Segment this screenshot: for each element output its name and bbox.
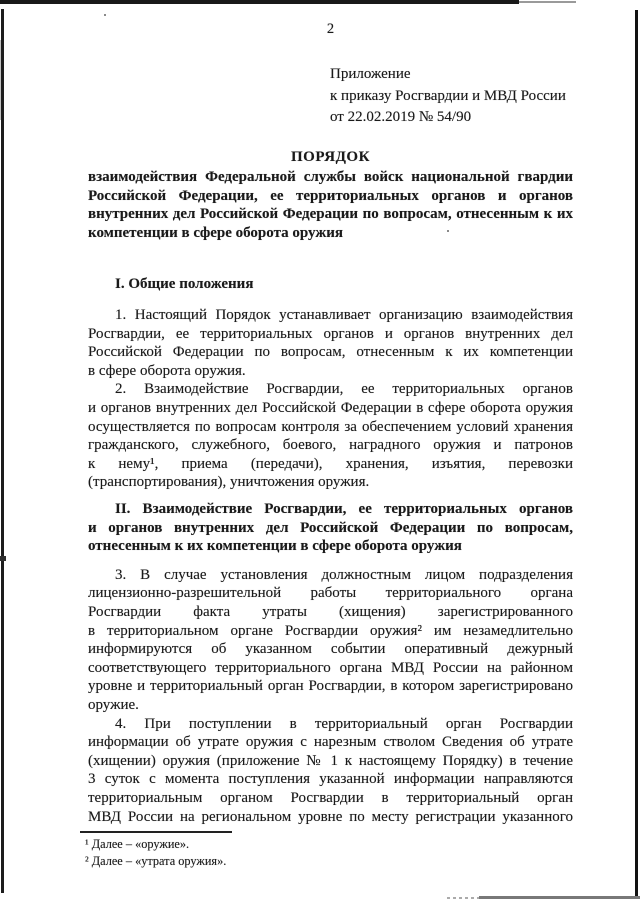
text-line: (транспортирования), уничтожения оружия. (88, 474, 370, 491)
bottom-scan-line (479, 896, 640, 899)
paragraph-1 (88, 307, 573, 381)
footnote-1: ¹ Далее – «оружие». (85, 837, 190, 851)
text-line: гражданского, служебного, боевого, наградного оружия и патронов (88, 437, 573, 454)
text-line: II. Взаимодействие Росгвардии, ее территориальных органов (115, 501, 573, 517)
text-line: осуществляется по вопросам контроля за обеспечением условий хранения (88, 418, 573, 435)
appendix-reference-block (330, 64, 573, 129)
text-line: внутренних дел Российской Федерации по вопросам, отнесенным к их (88, 206, 573, 223)
text-line: 3. В случае установления должностным лицом подразделения (115, 566, 573, 583)
text-line: Российской Федерации по вопросам, отнесенным к их компетенции (88, 344, 573, 361)
text-line: от 22.02.2019 № 54/90 (330, 109, 472, 125)
text-line: уровне и территориальный орган Росгвардии, в котором зарегистрировано (88, 678, 573, 695)
text-line: Российской Федерации, ее территориальных органов и органов (88, 187, 573, 204)
text-line: территориальным органом Росгвардии в территориальный орган (88, 789, 573, 806)
text-line: МВД России на региональном уровне по месту регистрации указанного (88, 808, 573, 825)
text-line: Росгвардии факта утраты (хищения) зарегистрированного (88, 603, 573, 620)
right-scan-edge (635, 10, 638, 898)
text-line: к приказу Росгвардии и МВД России (330, 87, 566, 104)
text-line: в территориальном органе Росгвардии оружия² им незамедлительно (88, 622, 573, 639)
text-line: информируются об указанном событии оперативный дежурный (88, 641, 573, 658)
text-line: взаимодействия Федеральной службы войск национальной гвардии (88, 169, 573, 186)
footnote-separator (80, 831, 232, 833)
page-number: 2 (326, 21, 335, 37)
left-scan-edge (1, 9, 4, 893)
left-scan-edge-faint (0, 40, 1, 120)
text-line: в сфере оборота оружия. (88, 362, 246, 379)
text-line: и органов внутренних дел Российской Федерации по вопросам, (88, 519, 573, 536)
text-line: к нему¹, приема (передачи), хранения, изъятия, перевозки (88, 455, 573, 472)
section-ii-heading (88, 501, 573, 557)
section-i-heading: I. Общие положения (115, 276, 254, 293)
text-line: 3 суток с момента поступления указанной информации направляются (88, 771, 573, 788)
text-line: Приложение (330, 66, 411, 82)
text-line: оружие. (88, 696, 139, 713)
document-body (88, 0, 573, 827)
text-line: отнесенным к их компетенции в сфере оборота оружия (88, 538, 462, 555)
text-line: 2. Взаимодействие Росгвардии, ее территориальных органов (115, 381, 573, 398)
text-line: соответствующего территориального органа МВД России на районном (88, 659, 573, 676)
text-line: лицензионно-разрешительной работы территориального органа (88, 585, 573, 602)
document-title: ПОРЯДОК (291, 148, 370, 165)
left-scan-tick (0, 556, 6, 561)
footnote-2: ² Далее – «утрата оружия». (85, 853, 227, 868)
text-line: компетенции в сфере оборота оружия (88, 224, 343, 241)
text-line: информации об утрате оружия с нарезным стволом Сведения об утрате (88, 734, 573, 751)
footnotes-block (85, 836, 226, 869)
text-line: Росгвардии, ее территориальных органов и органов внутренних дел (88, 325, 573, 342)
document-title-paragraph (88, 169, 573, 243)
paragraph-2 (88, 381, 573, 493)
paragraph-4 (88, 716, 573, 828)
text-line: 4. При поступлении в территориальный орган Росгвардии (115, 715, 573, 732)
text-line: и органов внутренних дел Российской Федерации в сфере оборота оружия (88, 400, 573, 417)
bottom-scan-line-dotted (447, 897, 479, 899)
text-line: 1. Настоящий Порядок устанавливает организацию взаимодействия (115, 307, 573, 324)
paragraph-3 (88, 567, 573, 716)
text-line: (хищении) оружия (приложение № 1 к настоящему Порядку) в течение (88, 752, 573, 769)
